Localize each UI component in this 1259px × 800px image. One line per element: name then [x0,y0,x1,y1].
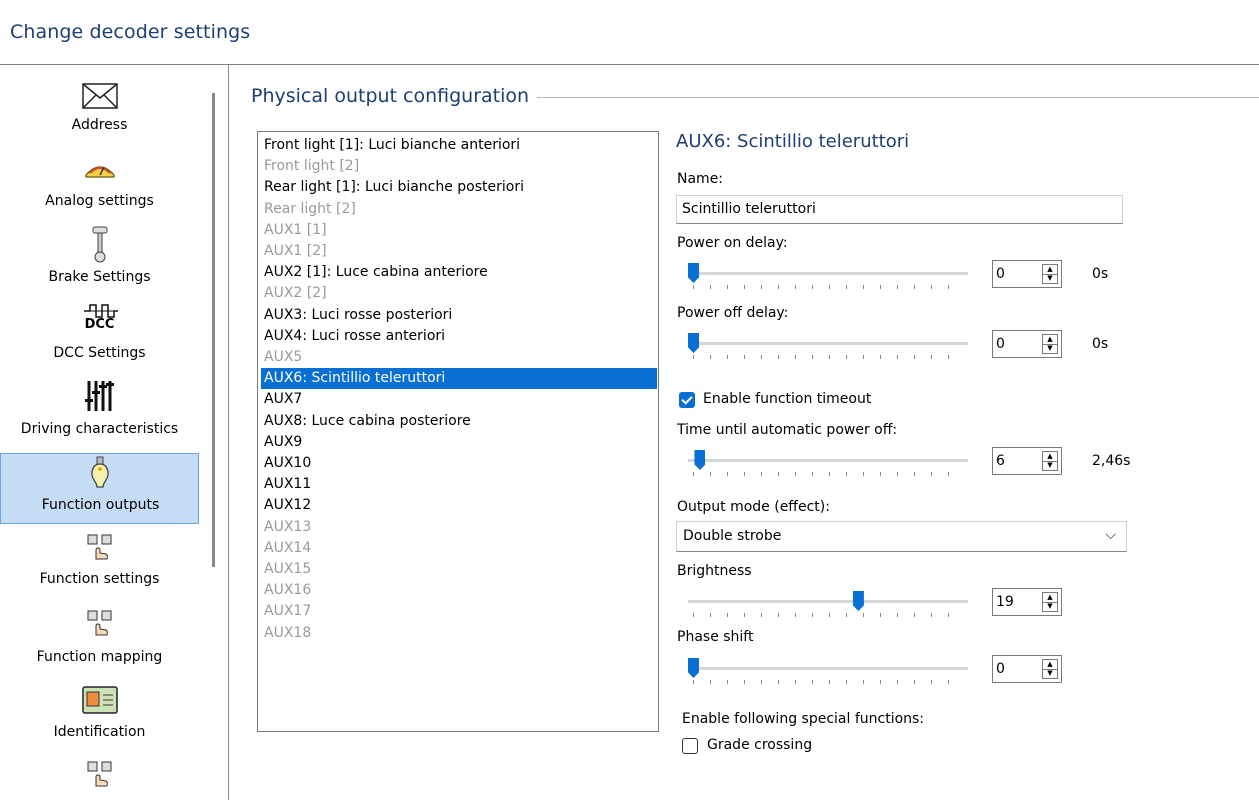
sidebar-item-label: Analog settings [45,193,154,209]
decrement-icon[interactable]: ▼ [1047,461,1053,469]
function-keys-icon [86,760,114,794]
phase-shift-label: Phase shift [677,629,754,645]
sidebar [0,65,230,800]
spinbox-value[interactable]: 0 [996,661,1005,677]
spinbox-value[interactable]: 6 [996,453,1005,469]
slider-thumb[interactable] [688,333,699,353]
sidebar-item-label: Function settings [39,571,160,587]
slider-track [688,667,968,670]
timeout-checkbox[interactable] [679,392,695,408]
brightness-label: Brightness [677,563,752,579]
list-item[interactable]: AUX9 [264,433,303,450]
timeout-checkbox-label[interactable]: Enable function timeout [703,391,872,407]
brake-icon [89,225,111,269]
sidebar-item-driving-characteristics[interactable] [0,377,199,441]
list-item[interactable]: AUX8: Luce cabina posteriore [264,412,471,429]
list-item[interactable]: AUX14 [264,539,312,556]
sidebar-item-function-mapping[interactable] [0,609,199,671]
list-item[interactable]: Front light [2] [264,158,360,175]
slider-thumb[interactable] [688,263,699,283]
list-item[interactable]: AUX5 [264,349,303,365]
sidebar-item-brake-settings[interactable] [0,225,199,291]
brightness-slider[interactable] [684,588,974,618]
decrement-icon[interactable]: ▼ [1047,274,1053,282]
list-item[interactable]: AUX3: Luci rosse posteriori [264,306,453,323]
list-item[interactable]: AUX2 [1]: Luce cabina anteriore [264,264,488,281]
spinbox-buttons[interactable] [1042,264,1058,284]
slider-ticks [693,472,964,476]
sliders-icon [85,379,115,417]
sidebar-item-label: Identification [53,724,146,740]
window-title: Change decoder settings [10,21,251,43]
list-item[interactable]: AUX15 [264,561,312,577]
timeout-label: Time until automatic power off: [677,422,898,438]
timeout-slider[interactable] [684,447,974,477]
function-keys-icon [86,609,114,643]
envelope-icon [82,83,118,113]
spinbox-buttons[interactable] [1042,334,1058,354]
increment-icon[interactable]: ▲ [1043,593,1057,603]
list-item[interactable]: AUX11 [264,476,312,493]
sidebar-divider [228,65,229,800]
slider-track [688,600,968,603]
sidebar-item-dcc-settings[interactable] [0,301,199,365]
decrement-icon[interactable]: ▼ [1047,602,1053,610]
brightness-spinbox[interactable] [992,588,1062,616]
list-item[interactable]: AUX7 [264,391,303,408]
slider-ticks [693,355,964,359]
list-item[interactable]: Rear light [1]: Luci bianche posteriori [264,179,525,196]
dcc-icon [80,301,120,332]
list-item[interactable]: AUX6: Scintillio teleruttori [261,368,657,389]
list-item[interactable]: AUX13 [264,518,312,535]
group-title: Physical output configuration [251,85,537,107]
sidebar-item-label: Address [71,117,128,133]
slider-ticks [693,613,964,617]
list-item[interactable]: Front light [1]: Luci bianche anteriori [264,137,521,153]
power-off-slider[interactable] [684,330,974,360]
timeout-spinbox[interactable] [992,447,1062,475]
output-list[interactable] [257,131,659,732]
power-on-slider[interactable] [684,260,974,290]
list-item[interactable]: AUX4: Luci rosse anteriori [264,327,446,344]
phase-shift-slider[interactable] [684,655,974,685]
sidebar-item-label: Function mapping [36,649,163,665]
slider-track [688,342,968,345]
dcc-icon-text: DCC [84,317,115,332]
spinbox-buttons[interactable] [1042,592,1058,612]
chevron-down-icon[interactable]: ⌵ [1105,527,1116,543]
list-item[interactable]: AUX17 [264,603,312,620]
output-mode-value: Double strobe [683,528,782,544]
spinbox-value[interactable]: 19 [996,594,1014,610]
list-item[interactable]: AUX16 [264,582,312,599]
lightbulb-icon [88,456,112,496]
list-item[interactable]: AUX18 [264,624,312,641]
grade-crossing-label[interactable]: Grade crossing [707,737,813,753]
slider-thumb[interactable] [688,658,699,678]
sidebar-item-label: DCC Settings [53,345,146,361]
list-item[interactable]: AUX1 [2] [264,243,327,259]
list-item[interactable]: AUX2 [2] [264,285,327,302]
slider-ticks [693,680,964,684]
slider-ticks [693,285,964,289]
output-mode-select[interactable] [676,521,1127,552]
sidebar-item-label: Function outputs [41,497,160,513]
gauge-icon [84,161,116,183]
timeout-readout: 2,46s [1092,453,1131,469]
slider-thumb[interactable] [853,591,864,611]
power-on-spinbox[interactable] [992,260,1062,288]
list-item[interactable]: AUX1 [1] [264,221,327,238]
power-off-readout: 0s [1092,336,1109,352]
sidebar-item-identification[interactable] [0,685,199,747]
power-off-label: Power off delay: [677,305,789,321]
name-field[interactable]: Scintillio teleruttori [676,195,1123,224]
sidebar-item-address[interactable] [0,77,199,139]
function-keys-icon [86,533,114,567]
power-on-label: Power on delay: [677,235,788,251]
list-item[interactable]: Rear light [2] [264,200,356,217]
power-off-spinbox[interactable] [992,330,1062,358]
id-card-icon [82,685,118,719]
list-item[interactable]: AUX10 [264,455,312,471]
slider-thumb[interactable] [694,450,705,470]
spinbox-buttons[interactable] [1042,659,1058,679]
power-on-readout: 0s [1092,266,1109,282]
increment-icon[interactable]: ▲ [1043,335,1057,345]
increment-icon[interactable]: ▲ [1043,265,1057,275]
sidebar-item-analog-settings[interactable] [0,157,199,215]
increment-icon[interactable]: ▲ [1043,660,1057,670]
spinbox-value[interactable]: 0 [996,266,1005,282]
increment-icon[interactable]: ▲ [1043,452,1057,462]
sidebar-item-function-settings[interactable] [0,533,199,595]
name-label: Name: [677,171,724,187]
decrement-icon[interactable]: ▼ [1047,669,1053,677]
slider-track [688,459,968,462]
special-functions-label: Enable following special functions: [682,711,925,727]
decrement-icon[interactable]: ▼ [1047,344,1053,352]
output-mode-label: Output mode (effect): [677,499,830,515]
sidebar-item-label: Brake Settings [48,269,151,285]
spinbox-value[interactable]: 0 [996,336,1005,352]
spinbox-buttons[interactable] [1042,451,1058,471]
sidebar-scrollbar[interactable] [212,93,215,567]
grade-crossing-checkbox[interactable] [682,738,698,754]
list-item[interactable]: AUX12 [264,497,312,514]
slider-track [688,272,968,275]
phase-shift-spinbox[interactable] [992,655,1062,683]
sidebar-item-partial[interactable] [0,760,199,800]
sidebar-item-function-outputs[interactable] [0,453,199,524]
sidebar-item-label: Driving characteristics [20,421,179,437]
detail-title: AUX6: Scintillio teleruttori [676,131,910,152]
